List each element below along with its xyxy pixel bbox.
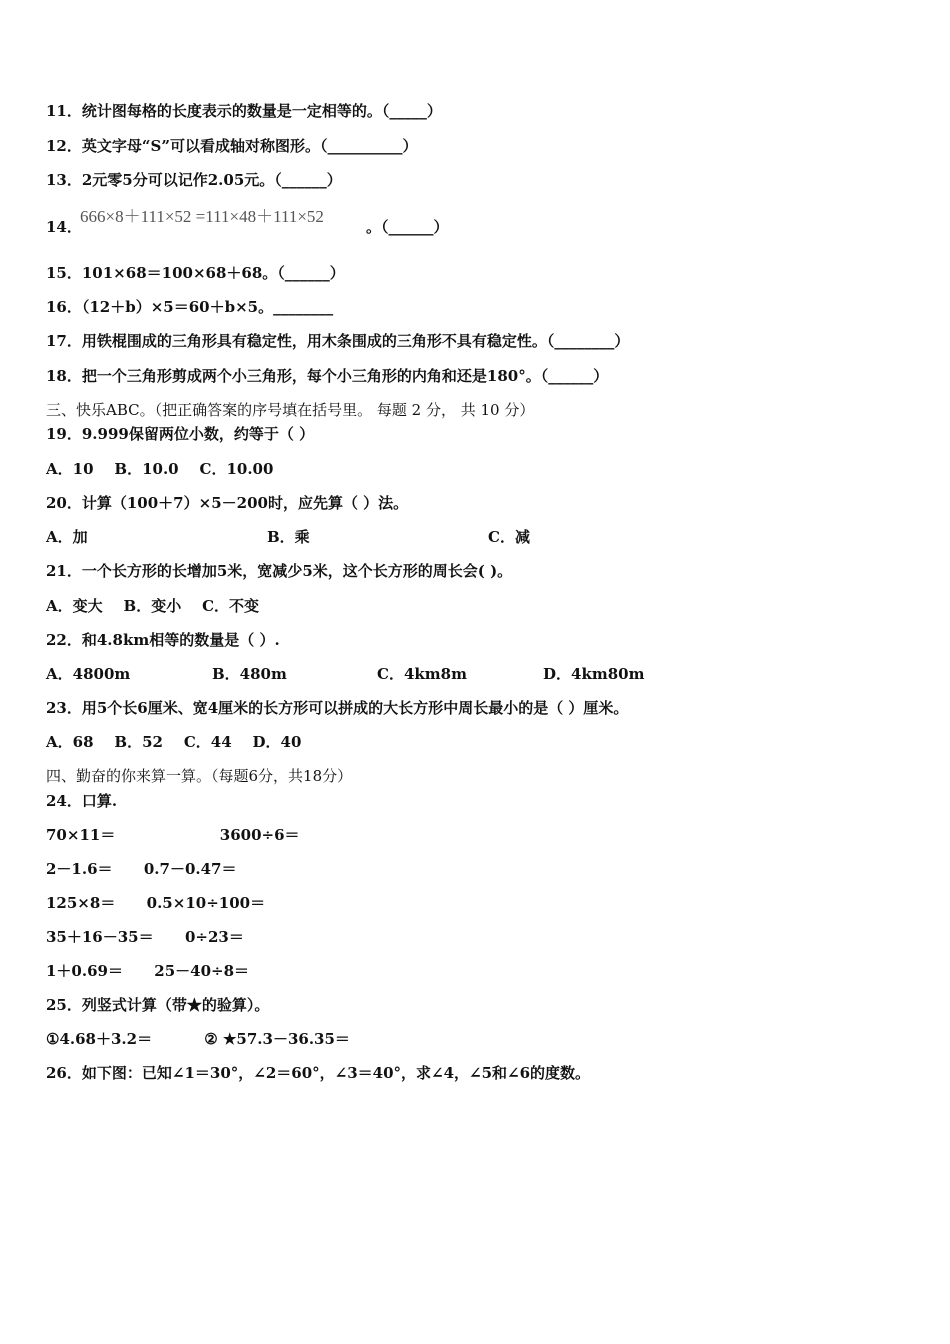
question-20-option-a: A．加 bbox=[46, 528, 88, 546]
question-25-items: ①4.68＋3.2＝ ② ★57.3－36.35＝ bbox=[46, 1030, 350, 1048]
question-22: 22．和4.8km相等的数量是（ ）. bbox=[46, 631, 280, 649]
section-4-heading: 四、勤奋的你来算一算。（每题6分，共18分） bbox=[46, 767, 353, 785]
question-14-formula: 666×8＋111×52 =111×48＋111×52 bbox=[80, 207, 324, 226]
question-20-option-c: C．减 bbox=[488, 528, 530, 546]
question-21-options: A．变大 B．变小 C．不变 bbox=[46, 597, 260, 615]
question-13: 13．2元零5分可以记作2.05元。（______） bbox=[46, 171, 342, 189]
calc-row-4: 35＋16－35＝ 0÷23＝ bbox=[46, 928, 244, 946]
question-23-options: A．68 B．52 C．44 D．40 bbox=[46, 733, 302, 751]
question-18: 18．把一个三角形剪成两个小三角形，每个小三角形的内角和还是180°。（______） bbox=[46, 367, 609, 385]
question-22-option-b: B．480m bbox=[212, 665, 287, 683]
question-25: 25．列竖式计算（带★的验算）。 bbox=[46, 996, 270, 1014]
question-14-number: 14． bbox=[46, 218, 82, 236]
calc-row-2: 2－1.6＝ 0.7－0.47＝ bbox=[46, 860, 237, 878]
question-20: 20．计算（100＋7）×5－200时，应先算（ ）法。 bbox=[46, 494, 409, 512]
question-19: 19．9.999保留两位小数，约等于（ ） bbox=[46, 425, 315, 443]
question-23: 23．用5个长6厘米、宽4厘米的长方形可以拼成的大长方形中周长最小的是（ ）厘米。 bbox=[46, 699, 629, 717]
question-24: 24．口算. bbox=[46, 792, 118, 810]
question-11: 11．统计图每格的长度表示的数量是一定相等的。（_____） bbox=[46, 102, 442, 120]
question-19-options: A．10 B．10.0 C．10.00 bbox=[46, 460, 274, 478]
question-22-option-d: D．4km80m bbox=[543, 665, 645, 683]
calc-row-1: 70×11＝ 3600÷6＝ bbox=[46, 826, 300, 844]
question-22-option-a: A．4800m bbox=[46, 665, 131, 683]
question-21: 21．一个长方形的长增加5米，宽减少5米，这个长方形的周长会( )。 bbox=[46, 562, 513, 580]
section-3-heading: 三、快乐ABC。（把正确答案的序号填在括号里。 每题 2 分， 共 10 分） bbox=[46, 401, 535, 419]
calc-row-5: 1＋0.69＝ 25－40÷8＝ bbox=[46, 962, 250, 980]
question-15: 15．101×68＝100×68＋68。（______） bbox=[46, 264, 345, 282]
question-12: 12．英文字母“S”可以看成轴对称图形。（__________） bbox=[46, 137, 418, 155]
question-26: 26．如下图：已知∠1＝30°，∠2＝60°，∠3＝40°，求∠4，∠5和∠6的度数。 bbox=[46, 1064, 591, 1082]
question-22-option-c: C．4km8m bbox=[377, 665, 467, 683]
question-20-option-b: B．乘 bbox=[267, 528, 310, 546]
question-17: 17．用铁棍围成的三角形具有稳定性，用木条围成的三角形不具有稳定性。（________） bbox=[46, 332, 630, 350]
question-16: 16．（12＋b）×5＝60＋b×5。________ bbox=[46, 298, 334, 316]
calc-row-3: 125×8＝ 0.5×10÷100＝ bbox=[46, 894, 266, 912]
question-14-tail: 。（______） bbox=[366, 218, 449, 236]
